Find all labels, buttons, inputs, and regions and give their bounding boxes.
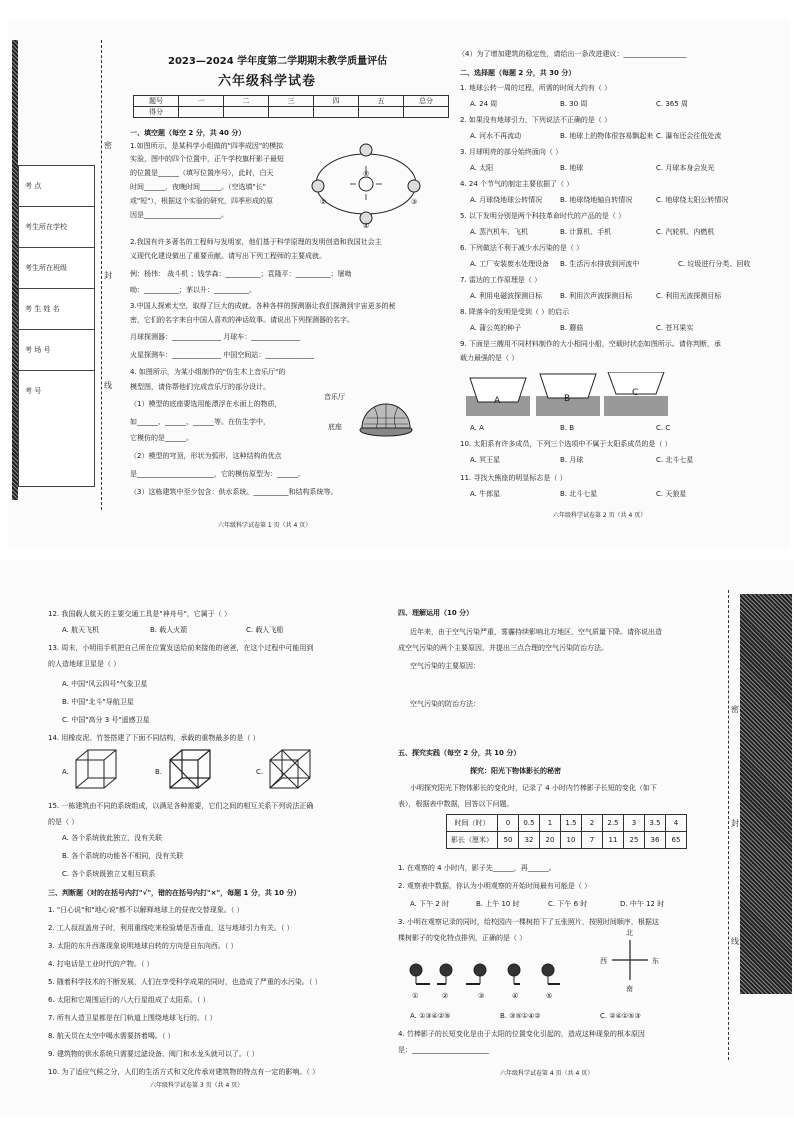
- q2-line: 义现代化建设做出了重要贡献。请写出下列工程师的主要成就。: [130, 252, 326, 260]
- compass-east: 东: [652, 957, 659, 965]
- q1-line: 时间______，夜晚时间______。（空选填"长": [130, 183, 266, 191]
- score-head: 一: [179, 96, 224, 107]
- tree-label: ②: [442, 992, 449, 1000]
- score-head: 题号: [134, 96, 179, 107]
- q4-line: 模型图，请你帮他们完成音乐厅的部分设计。: [130, 383, 270, 391]
- section-2-heading: 二、选择题（每题 2 分，共 30 分）: [460, 69, 576, 77]
- mc-option[interactable]: C. C: [656, 424, 671, 432]
- p4-line: 成空气污染的两个主要原因，并提出三点合理的空气污染防治方法。: [398, 644, 608, 652]
- tf-item: 3. 太阳的东升西落现象说明地球自转的方向是自东向西。（ ）: [48, 942, 238, 950]
- mc-option[interactable]: B. 各个系统的功能各不相同，没有关联: [62, 852, 184, 860]
- mc-option[interactable]: C. 365 周: [656, 100, 688, 108]
- tree-label: ④: [512, 992, 519, 1000]
- q4-line: 如______、______、______等。在仿生学中，: [130, 418, 270, 426]
- mc-option[interactable]: A. 工厂安装废水处理设备: [470, 260, 550, 268]
- mc-option[interactable]: A. 各个系统彼此独立，没有关联: [62, 834, 163, 842]
- score-cell: 得分: [134, 107, 179, 118]
- length-cell: 20: [540, 832, 561, 849]
- mc-option[interactable]: C. 利用光波探测目标: [656, 292, 722, 300]
- tf-item: 8. 航天员在太空中喝水需要挤着喝。（ ）: [48, 1032, 175, 1040]
- info-field: 考生所在班级: [19, 248, 94, 289]
- tree-label: ⑤: [546, 992, 553, 1000]
- table-row-header: 时间（时）: [447, 815, 498, 832]
- mc-option[interactable]: B. 载人火箭: [150, 626, 188, 634]
- boat-label: A: [494, 396, 501, 406]
- boat-a-figure: [466, 372, 530, 416]
- cube-structure-c: [268, 748, 312, 790]
- mc-option[interactable]: B. 生活污水排放到河流中: [560, 260, 640, 268]
- seal-mi: 密: [731, 705, 739, 714]
- orbit-label: ④: [363, 222, 370, 230]
- q4-line: （1）模型的底座要选用能漂浮在水面上的物质，: [130, 400, 282, 408]
- mc-option[interactable]: C. 苍耳果实: [656, 324, 694, 332]
- section-4-heading: 四、理解运用（10 分）: [398, 609, 474, 617]
- mc-option[interactable]: A. 航天飞机: [62, 626, 100, 634]
- mc-option[interactable]: A. 月球绕地球公转情况: [470, 196, 543, 204]
- q2-line: 2.我国有许多著名的工程师与发明家，他们基于科学原理的发明创造和我国社会主: [130, 238, 382, 246]
- mc-question: 10. 太阳系有许多成员，下列三个选项中不属于太阳系成员的是（ ）: [460, 440, 672, 448]
- mc-option[interactable]: A. 利用电磁波探测目标: [470, 292, 543, 300]
- p4-line: 近年来，由于空气污染严重，雾霾持续影响北方地区，空气质量下降。请你说出造: [410, 628, 662, 636]
- q3-line: 火星探测车：______________ 中国空间站：______________: [130, 351, 315, 359]
- score-cell[interactable]: [359, 107, 404, 118]
- tree-label: ③: [478, 992, 485, 1000]
- mc-option[interactable]: C. 载人飞船: [246, 626, 284, 634]
- score-head: 总分: [404, 96, 449, 107]
- mc-option[interactable]: D. 中午 12 时: [620, 900, 665, 908]
- length-cell: 25: [624, 832, 645, 849]
- inquiry-question: 1. 在观察的 4 小时内，影子先______，再______。: [398, 864, 556, 872]
- student-info-column: [18, 165, 95, 487]
- tf-item: 1. "日心说"和"地心说"都不以解释地球上的昼夜交替现象。（ ）: [48, 906, 244, 914]
- mc-question: 14. 用橡皮泥、竹签搭建了下面不同结构，承载的重物最多的是（ ）: [48, 734, 260, 742]
- mc-option[interactable]: C. 地球绕太阳公转情况: [656, 196, 729, 204]
- mc-option[interactable]: B. 利用次声波探测目标: [560, 292, 633, 300]
- time-cell: 0: [498, 815, 519, 832]
- tf-item: 4. 打电话是工业时代的产物。（ ）: [48, 960, 154, 968]
- mc-option[interactable]: C. 下午 6 时: [548, 900, 588, 908]
- q3-line: 3.中国人探索太空，取得了巨大的成就。各种各样的探测器让我们探测到宇宙更多的秘: [130, 302, 396, 310]
- mc-option[interactable]: C. 中国"高分 3 号"遥感卫星: [62, 716, 150, 724]
- q4-line: 4. 如图所示，为某小组制作的"仿生木上音乐厅"的: [130, 368, 286, 376]
- mc-option[interactable]: C. 月球本身会发光: [656, 164, 715, 172]
- p5-line: 表），根据表中数据，回答以下问题。: [398, 800, 514, 808]
- mc-option[interactable]: A. 下午 2 时: [410, 900, 450, 908]
- q1-line: 因是______________________。: [130, 211, 228, 219]
- mc-option[interactable]: B. 地球绕地轴自转情况: [560, 196, 633, 204]
- tf-item: 10. 为了适应气候之分，人们的生活方式和文化传承对建筑物的特点有一定的影响。（ ）: [48, 1068, 320, 1076]
- mc-option[interactable]: A. ①③④②⑤: [410, 1012, 451, 1020]
- mc-question-cont: 载力最强的是（ ）: [460, 354, 519, 362]
- time-cell: 3: [624, 815, 645, 832]
- mc-option[interactable]: A. A: [470, 424, 484, 432]
- score-table: [133, 95, 449, 118]
- info-field: 考 点: [19, 166, 94, 207]
- mc-option[interactable]: A. 太阳: [470, 164, 494, 172]
- score-cell[interactable]: [224, 107, 269, 118]
- mc-question: 15. 一栋建筑由不同的系统组成，以满足各种需要，它们之间的相互关系下列说法正确: [48, 802, 314, 810]
- time-cell: 1.5: [561, 815, 582, 832]
- mc-option[interactable]: A. 蒸汽机车、飞机: [470, 228, 529, 236]
- score-head: 三: [269, 96, 314, 107]
- boat-label: C: [632, 388, 639, 398]
- info-field: 考生所在学校: [19, 207, 94, 248]
- top-sheet: [8, 20, 790, 548]
- tf-item: 9. 建筑物的供水系统只需要过滤设备、阀门和水龙头就可以了。（ ）: [48, 1050, 259, 1058]
- mc-question: 11. 寻找大熊座的明显标志是（ ）: [460, 474, 567, 482]
- page3-footer: 六年级科学试卷第 3 页（共 4 页）: [150, 1082, 244, 1089]
- bottom-sheet: [0, 560, 794, 1116]
- orbit-label: ①: [320, 198, 327, 206]
- mc-option[interactable]: C. 天狼星: [656, 490, 687, 498]
- page4-footer: 六年级科学试卷第 4 页（共 4 页）: [500, 1070, 594, 1077]
- q2-line: 例：杨伟： 战斗机 ；钱学森：__________；袁隆平：__________；屠呦: [130, 270, 352, 278]
- time-cell: 0.5: [519, 815, 540, 832]
- q2-line: 呦：__________；茅以升：__________。: [130, 286, 256, 294]
- shadow-data-table: [446, 814, 687, 849]
- tf-item: 6. 太阳和它周围运行的八大行星组成了太阳系。（ ）: [48, 996, 210, 1004]
- score-head: 五: [359, 96, 404, 107]
- q1-line: 或"短"），根据这个实验的研究，四季形成的原: [130, 197, 273, 205]
- compass-north: 北: [626, 929, 633, 937]
- info-field: 考 场 号: [19, 330, 94, 371]
- length-cell: 32: [519, 832, 540, 849]
- mc-question: 12. 我国载人航天的主要交通工具是"神舟号"，它属于（ ）: [48, 610, 232, 618]
- score-head: 四: [314, 96, 359, 107]
- mc-option[interactable]: B. B: [560, 424, 575, 432]
- binding-hatch-strip: [740, 594, 792, 994]
- mc-option[interactable]: A. 蒲公英的种子: [470, 324, 522, 332]
- mc-option[interactable]: A. 河水不再流动: [470, 132, 522, 140]
- q1-line: 的位置是______（填写位置序号），此时，白天: [130, 169, 274, 177]
- seal-xian: 线: [104, 381, 112, 390]
- q1-line: 实验，图中的四个位置中，正午学校旗杆影子最短: [130, 155, 284, 163]
- table-row-header: 影长（厘米）: [447, 832, 498, 849]
- boat-label: B: [564, 394, 571, 404]
- mc-option[interactable]: B.: [155, 768, 163, 776]
- q4-line: 它模仿的是______。: [130, 434, 193, 442]
- mc-option[interactable]: C. 各个系统既独立又相互联系: [62, 870, 156, 878]
- mc-option[interactable]: B. 地球上的物体很容易飘起来: [560, 132, 654, 140]
- q4-line: （2）模型的穹顶，形状为弧形，这种结构的优点: [130, 452, 282, 460]
- mc-question: 3. 月球明亮的部分始终面向（ ）: [460, 148, 563, 156]
- page1-footer: 六年级科学试卷第 1 页（共 4 页）: [218, 522, 312, 529]
- time-cell: 1: [540, 815, 561, 832]
- orbit-label: ③: [411, 198, 418, 206]
- section-1-heading: 一、填空题（每空 2 分，共 40 分）: [130, 129, 246, 137]
- base-label: 底座: [328, 423, 342, 431]
- mc-option[interactable]: C. ②④①⑤③: [600, 1012, 641, 1020]
- inquiry-question-cont: 棵树影子的变化特点排列，正确的是（ ）: [398, 934, 527, 942]
- inquiry-title: 探究：阳光下物体影长的秘密: [470, 767, 561, 775]
- mc-option[interactable]: A. 冥王星: [470, 456, 501, 464]
- info-field: 考 生 姓 名: [19, 289, 94, 330]
- length-cell: 10: [561, 832, 582, 849]
- exam-title: 六年级科学试卷: [218, 74, 317, 89]
- length-cell: 50: [498, 832, 519, 849]
- hall-label: 音乐厅: [324, 393, 345, 401]
- mc-question: 7. 雷达的工作原理是（ ）: [460, 276, 542, 284]
- mc-option[interactable]: A.: [62, 768, 69, 776]
- mc-option[interactable]: C. 汽轮机、内燃机: [656, 228, 715, 236]
- mc-question: 8. 降落伞的发明是受到（ ）的启示: [460, 308, 570, 316]
- cause-label: 空气污染的主要原因：: [410, 662, 480, 670]
- time-cell: 3.5: [645, 815, 666, 832]
- mc-question: 6. 下列做法不利于减少水污染的是（ ）: [460, 244, 584, 252]
- mc-question-cont: 的人造地球卫星是（ ）: [48, 660, 121, 668]
- time-cell: 2: [582, 815, 603, 832]
- q3-line: 密，它们的名字来自中国人喜欢的神话故事。请说出下列探测器的名字。: [130, 316, 354, 324]
- seal-xian: 线: [731, 937, 739, 946]
- music-hall-model-image: [356, 380, 416, 438]
- tf-item: 7. 所有人造卫星都是在门轨道上围绕地球飞行的。（ ）: [48, 1014, 217, 1022]
- mc-option[interactable]: B. 中国"北斗"导航卫星: [62, 698, 134, 706]
- inquiry-question: 4. 竹棒影子的长短变化是由于太阳的位置变化引起的，造成这种现象的根本原因: [398, 1030, 645, 1038]
- mc-option[interactable]: C. 垃圾进行分类、回收: [678, 260, 751, 268]
- mc-option[interactable]: C. 瀑布还会往低处流: [656, 132, 722, 140]
- mc-question-cont: 的是（ ）: [48, 818, 79, 826]
- q3-line: 月球探测器：______________ 月球车：______________: [130, 333, 301, 341]
- mc-option[interactable]: B. 地球: [560, 164, 584, 172]
- info-field: 考 号: [25, 387, 42, 395]
- length-cell: 11: [603, 832, 624, 849]
- time-cell: 4: [666, 815, 687, 832]
- tf-item: 2. 工人叔叔盖房子时，利用重线吃来检验墙是否垂直，这与地球引力有关。（ ）: [48, 924, 294, 932]
- cube-structure-b: [168, 748, 212, 790]
- q4-line: （3）这栋建筑中至少包含：供水系统、__________和结构系统等。: [130, 488, 338, 496]
- season-orbit-diagram: [308, 138, 428, 230]
- binding-line: [101, 40, 102, 510]
- inquiry-question-cont: 是：______________________: [398, 1046, 489, 1054]
- inquiry-question: 2. 观察表中数据，你认为小明观察的开始时间最有可能是（ ）: [398, 882, 592, 890]
- binding-line: [728, 590, 729, 1060]
- mc-option[interactable]: B. 计算机、手机: [560, 228, 612, 236]
- mc-question: 4. 24 个节气的制定主要依据了（ ）: [460, 180, 574, 188]
- mc-option[interactable]: B. ③⑤①④②: [500, 1012, 541, 1020]
- seal-mi: 密: [104, 141, 112, 150]
- page2-footer: 六年级科学试卷第 2 页（共 4 页）: [553, 512, 647, 519]
- mc-question: 5. 以下发明分别是两个科技革命时代的产品的是（ ）: [460, 212, 626, 220]
- score-cell[interactable]: [314, 107, 359, 118]
- q4-4-line: （4）为了增加建筑的稳定性，请给出一条改进建议：__________________: [458, 50, 687, 58]
- score-cell[interactable]: [269, 107, 314, 118]
- mc-question: 9. 下面是三艘用不同材料制作的大小相同小船，空载时状态如图所示。请你判断，承: [460, 340, 721, 348]
- length-cell: 7: [582, 832, 603, 849]
- cube-structure-a: [74, 748, 118, 790]
- mc-option[interactable]: B. 30 周: [560, 100, 588, 108]
- inquiry-question: 3. 小明在观察记录的同时，给校园内一棵树拍下了五张照片，按照时间顺序，根据这: [398, 918, 659, 926]
- compass-rose: [610, 938, 650, 982]
- seal-feng: 封: [731, 819, 739, 828]
- tree-shadow-figures: [404, 962, 564, 990]
- mc-option[interactable]: A. 牛郎星: [470, 490, 501, 498]
- mc-question: 2. 如果没有地球引力，下列说法不正确的是（ ）: [460, 116, 612, 124]
- mc-option[interactable]: C. 北斗七星: [656, 456, 694, 464]
- p5-line: 小明探究阳光下物体影长的变化时，记录了 4 小时内竹棒影子长短的变化（如下: [410, 784, 657, 792]
- section-5-heading: 五、探究实践（每空 2 分，共 10 分）: [398, 749, 521, 757]
- score-cell[interactable]: [404, 107, 449, 118]
- mc-question: 1. 地球公转一周的过程，所需的时间大约有（ ）: [460, 84, 612, 92]
- mc-question: 13. 周末，小明用手机把自己所在位置发送给前来接他的爸爸，在这个过程中可能用到: [48, 644, 314, 652]
- tf-item: 5. 随着科学技术的不断发展，人们在享受科学成果的同时，也造成了严重的水污染。（ ）: [48, 978, 322, 986]
- orbit-label: ②: [363, 170, 370, 178]
- exam-header: 2023—2024 学年度第二学期期末教学质量评估: [168, 56, 388, 67]
- mc-option[interactable]: C.: [256, 768, 264, 776]
- time-cell: 2.5: [603, 815, 624, 832]
- score-cell[interactable]: [179, 107, 224, 118]
- seal-feng: 封: [104, 271, 112, 280]
- mc-option[interactable]: B. 蘑菇: [560, 324, 584, 332]
- mc-option[interactable]: A. 24 周: [470, 100, 498, 108]
- q4-line: 是______________________，它的模仿原型为：______。: [130, 470, 305, 478]
- length-cell: 36: [645, 832, 666, 849]
- mc-option[interactable]: B. 月球: [560, 456, 584, 464]
- q1-line: 1.如图所示，是某科学小组做的"四季成因"的模拟: [130, 142, 284, 150]
- mc-option[interactable]: B. 北斗七星: [560, 490, 598, 498]
- length-cell: 65: [666, 832, 687, 849]
- tree-label: ①: [412, 992, 419, 1000]
- score-head: 二: [224, 96, 269, 107]
- compass-west: 西: [600, 957, 607, 965]
- compass-south: 南: [626, 985, 633, 993]
- method-label: 空气污染的防治方法：: [410, 700, 480, 708]
- mc-option[interactable]: A. 中国"风云四号"气象卫星: [62, 680, 148, 688]
- mc-option[interactable]: B. 上午 10 时: [476, 900, 520, 908]
- section-3-heading: 三、判断题（对的在括号内打"√"，错的在括号内打"×"，每题 1 分，共 10 分）: [48, 889, 301, 897]
